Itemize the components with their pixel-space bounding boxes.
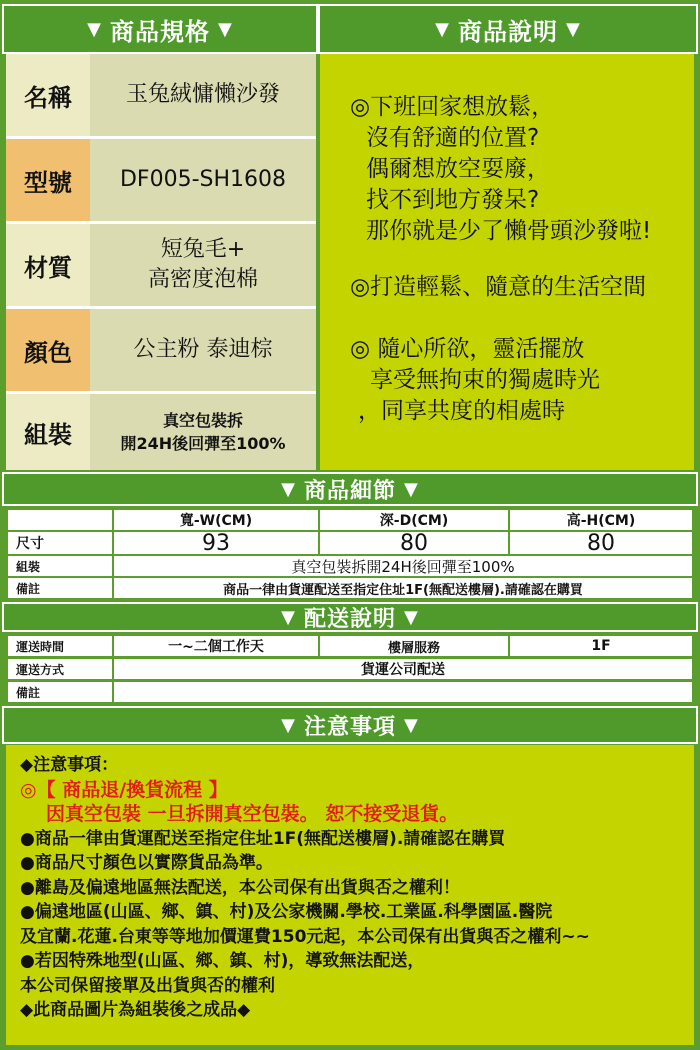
notice-line: ●若因特殊地型(山區、鄉、鎮、村)，導致無法配送， bbox=[20, 951, 425, 971]
size-width-value: 93 bbox=[114, 532, 318, 554]
spec-row-material bbox=[6, 224, 316, 306]
delivery-note-label: 備註 bbox=[8, 682, 112, 702]
description-line: 偶爾想放空耍廢， bbox=[366, 156, 550, 182]
spec-row-model bbox=[6, 139, 316, 221]
detail-header-title: 商品細節 bbox=[303, 478, 396, 504]
notice-line: ●離島及偏遠地區無法配送，本公司保有出貨與否之權利！ bbox=[20, 877, 460, 898]
description-line: 那你就是少了懶骨頭沙發啦! bbox=[366, 218, 652, 244]
triangle-down-icon: ▼ bbox=[281, 478, 296, 500]
return-policy-text: 因真空包裝 一旦拆開真空包裝。 恕不接受退貨。 bbox=[46, 803, 459, 825]
assembly-label: 組裝 bbox=[8, 556, 112, 576]
spec-row-assembly bbox=[6, 394, 316, 470]
notice-title: ◆注意事項： bbox=[20, 755, 119, 775]
description-block-2 bbox=[350, 272, 646, 303]
triangle-down-icon: ▼ bbox=[404, 714, 419, 736]
floor-service-label: 樓層服務 bbox=[320, 636, 508, 656]
spec-label: 顏色 bbox=[6, 309, 90, 391]
floor-service-value: 1F bbox=[510, 636, 692, 656]
column-header-width: 寬-W(CM) bbox=[114, 510, 318, 530]
detail-header bbox=[2, 472, 698, 506]
description-block-3 bbox=[350, 334, 600, 427]
delivery-header-title: 配送說明 bbox=[303, 606, 396, 632]
description-line: ◎下班回家想放鬆， bbox=[350, 94, 555, 120]
notice-header-title: 注意事項 bbox=[303, 714, 396, 740]
delivery-note-value bbox=[114, 682, 692, 702]
triangle-down-icon: ▼ bbox=[218, 18, 233, 40]
delivery-header bbox=[2, 602, 698, 632]
column-header-depth: 深-D(CM) bbox=[320, 510, 508, 530]
notice-line: ●偏遠地區(山區、鄉、鎮、村)及公家機關.學校.工業區.科學園區.醫院 bbox=[20, 902, 553, 922]
spec-value: 公主粉 泰迪棕 bbox=[90, 309, 316, 391]
description-line: 找不到地方發呆? bbox=[366, 187, 540, 213]
description-line: ◎ 隨心所欲，靈活擺放 bbox=[350, 336, 585, 362]
size-height-value: 80 bbox=[510, 532, 692, 554]
spec-header-title: 商品規格 bbox=[110, 17, 210, 46]
triangle-down-icon: ▼ bbox=[566, 18, 581, 40]
triangle-down-icon: ▼ bbox=[87, 18, 102, 40]
delivery-time-value: 一~二個工作天 bbox=[114, 636, 318, 656]
notice-panel bbox=[6, 745, 694, 1045]
spec-header bbox=[2, 4, 318, 54]
description-panel bbox=[320, 54, 694, 470]
triangle-down-icon: ▼ bbox=[435, 18, 450, 40]
spec-row-name bbox=[6, 54, 316, 136]
notice-line: ●商品一律由貨運配送至指定住址1F(無配送樓層).請確認在購買 bbox=[20, 828, 506, 849]
size-label: 尺寸 bbox=[8, 532, 112, 554]
description-block-1 bbox=[350, 92, 651, 247]
return-process-heading: ◎【 商品退/換貨流程 】 bbox=[20, 778, 228, 801]
triangle-down-icon: ▼ bbox=[404, 478, 419, 500]
description-header bbox=[318, 4, 698, 54]
size-depth-value: 80 bbox=[320, 532, 508, 554]
triangle-down-icon: ▼ bbox=[404, 606, 419, 628]
spec-value: 短兔毛+ 高密度泡棉 bbox=[90, 224, 316, 306]
triangle-down-icon: ▼ bbox=[281, 714, 296, 736]
note-value: 商品一律由貨運配送至指定住址1F(無配送樓層).請確認在購買 bbox=[114, 578, 692, 598]
assembly-value: 真空包裝拆開24H後回彈至100% bbox=[114, 556, 692, 576]
detail-corner-cell bbox=[8, 510, 112, 530]
spec-label: 名稱 bbox=[6, 54, 90, 136]
description-line: ，同享共度的相處時 bbox=[358, 398, 565, 424]
description-line: 沒有舒適的位置? bbox=[366, 125, 540, 151]
spec-value: 真空包裝拆 開24H後回彈至100% bbox=[90, 394, 316, 470]
delivery-time-label: 運送時間 bbox=[8, 636, 112, 656]
spec-value: DF005-SH1608 bbox=[90, 139, 316, 221]
description-line: 享受無拘束的獨處時光 bbox=[370, 367, 600, 393]
spec-table bbox=[6, 54, 316, 470]
triangle-down-icon: ▼ bbox=[281, 606, 296, 628]
description-header-title: 商品說明 bbox=[458, 17, 558, 46]
spec-label: 型號 bbox=[6, 139, 90, 221]
notice-header bbox=[2, 706, 698, 744]
spec-value: 玉兔絨慵懶沙發 bbox=[90, 54, 316, 136]
spec-row-color bbox=[6, 309, 316, 391]
delivery-method-label: 運送方式 bbox=[8, 659, 112, 679]
delivery-method-value: 貨運公司配送 bbox=[114, 659, 692, 679]
spec-label: 材質 bbox=[6, 224, 90, 306]
notice-line: ●商品尺寸顏色以實際貨品為準。 bbox=[20, 853, 273, 873]
notice-line: ◆此商品圖片為組裝後之成品◆ bbox=[20, 1000, 251, 1020]
notice-line: 及宜蘭.花蓮.台東等等地加價運費150元起，本公司保有出貨與否之權利~~ bbox=[20, 926, 590, 947]
spec-label: 組裝 bbox=[6, 394, 90, 470]
notice-line: 本公司保留接單及出貨與否的權利 bbox=[20, 975, 275, 996]
column-header-height: 高-H(CM) bbox=[510, 510, 692, 530]
description-line: ◎打造輕鬆、隨意的生活空間 bbox=[350, 274, 647, 300]
note-label: 備註 bbox=[8, 578, 112, 598]
